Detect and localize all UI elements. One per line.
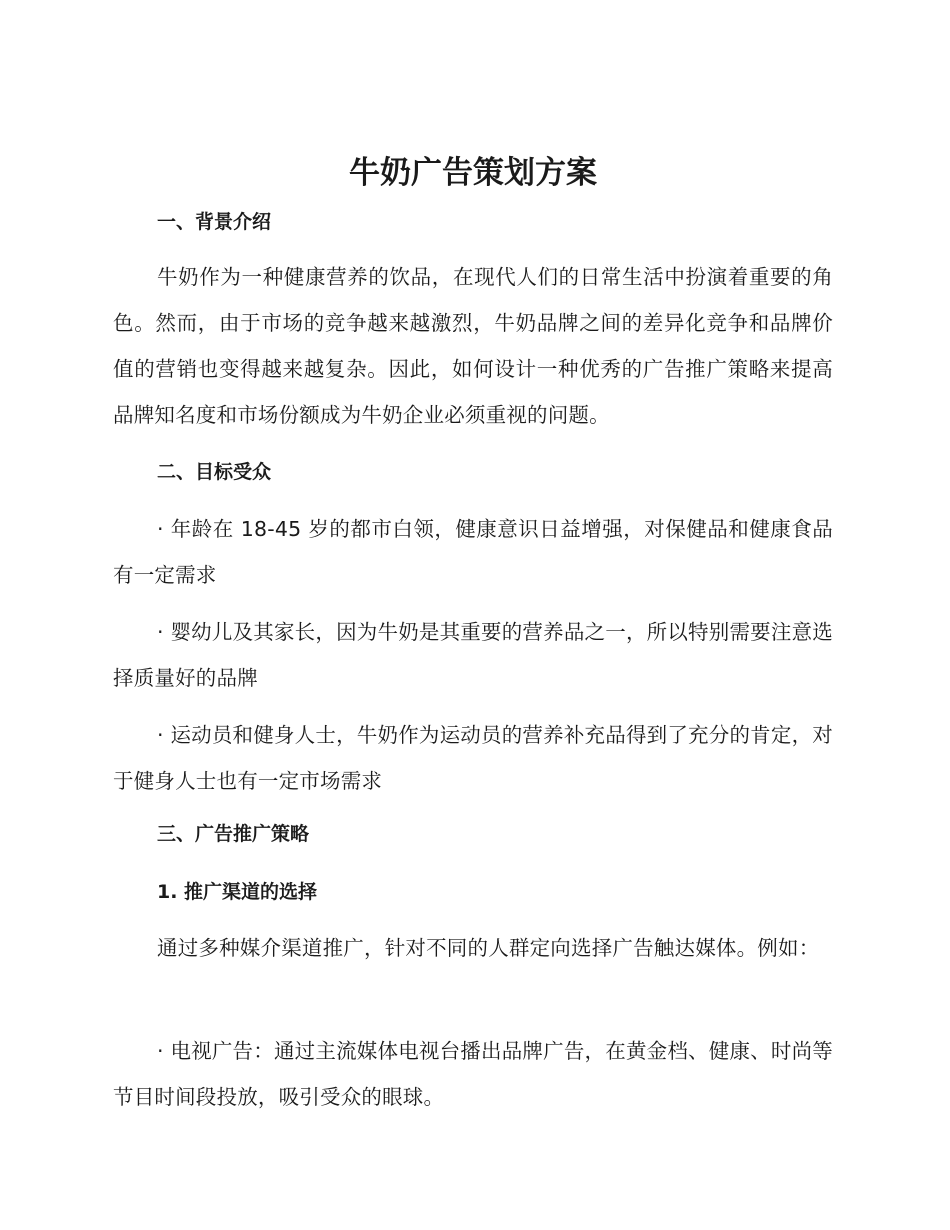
subheading-channels: 1. 推广渠道的选择	[157, 881, 318, 903]
document-title: 牛奶广告策划方案	[349, 155, 597, 191]
bullet-audience-infants: · 婴幼儿及其家长，因为牛奶是其重要的营养品之一，所以特别需要注意选择质量好的品牌	[113, 620, 833, 690]
bullet-audience-athletes: · 运动员和健身人士，牛奶作为运动员的营养补充品得到了充分的肯定，对于健身人士也有一定市场需求	[113, 723, 833, 793]
bullet-audience-white-collar: · 年龄在 18-45 岁的都市白领，健康意识日益增强，对保健品和健康食品有一定需求	[113, 517, 833, 587]
bullet-tv-ads: · 电视广告：通过主流媒体电视台播出品牌广告，在黄金档、健康、时尚等节目时间段投放，吸引受众的眼球。	[113, 1039, 833, 1109]
section-heading-strategy: 三、广告推广策略	[157, 823, 310, 845]
section-heading-audience: 二、目标受众	[157, 461, 272, 483]
paragraph-channels: 通过多种媒介渠道推广，针对不同的人群定向选择广告触达媒体。例如：	[157, 936, 820, 960]
section-heading-background: 一、背景介绍	[157, 211, 272, 233]
paragraph-background: 牛奶作为一种健康营养的饮品，在现代人们的日常生活中扮演着重要的角色。然而，由于市场的竞争越来越激烈，牛奶品牌之间的差异化竞争和品牌价值的营销也变得越来越复杂。因此，如何设计一种优秀的广告推广策略来提高品牌知名度和市场份额成为牛奶企业必须重视的问题。	[113, 265, 833, 427]
